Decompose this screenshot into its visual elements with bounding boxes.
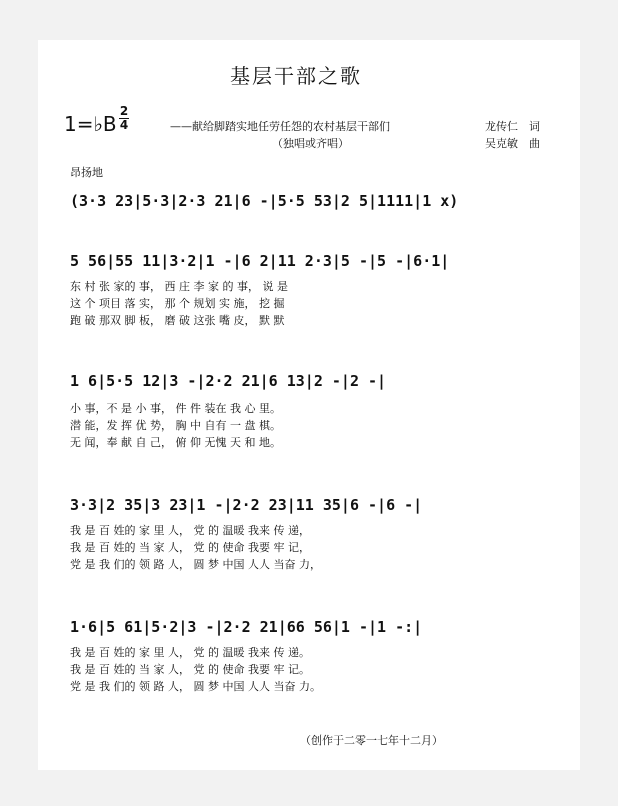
time-signature-top: 2	[119, 104, 129, 118]
staff-5-lyric-3: 党 是 我 们的 领 路 人， 圆 梦 中国 人人 当奋 力。	[70, 680, 321, 693]
lyricist: 龙传仁 词	[485, 120, 540, 133]
performance-note: （独唱或齐唱）	[272, 137, 349, 150]
staff-3-lyric-3: 无 闻，奉 献 自 己， 俯 仰 无愧 天 和 地。	[70, 436, 281, 449]
staff-3-lyric-2: 潜 能，发 挥 优 势， 胸 中 自有 一 盘 棋。	[70, 419, 281, 432]
staff-3-lyric-1: 小 事，不 是 小 事， 件 件 装在 我 心 里。	[70, 402, 281, 415]
time-signature-bottom: 4	[119, 118, 129, 132]
staff-5-notes: 1·6|5 61|5·2|3 -|2·2 21|66 56|1 -|1 -:|	[70, 618, 423, 636]
tempo-marking: 昂扬地	[70, 166, 103, 179]
staff-2-notes: 5 56|55 11|3·2|1 -|6 2|11 2·3|5 -|5 -|6·1|	[70, 252, 450, 270]
score-sheet	[38, 40, 580, 770]
staff-3-notes: 1 6|5·5 12|3 -|2·2 21|6 13|2 -|2 -|	[70, 372, 387, 390]
staff-5-lyric-1: 我 是 百 姓的 家 里 人， 党 的 温暖 我来 传 递。	[70, 646, 310, 659]
song-title: 基层干部之歌	[230, 64, 362, 88]
key-signature: 1=♭B	[64, 112, 117, 136]
composition-date: （创作于二零一七年十二月）	[300, 734, 443, 747]
staff-4-lyric-1: 我 是 百 姓的 家 里 人， 党 的 温暖 我来 传 递，	[70, 524, 310, 537]
staff-2-lyric-3: 跑 破 那双 脚 板， 磨 破 这张 嘴 皮， 默 默	[70, 314, 285, 327]
staff-2-lyric-2: 这 个 项目 落 实， 那 个 规划 实 施， 挖 掘	[70, 297, 285, 310]
dedication: ——献给脚踏实地任劳任怨的农村基层干部们	[170, 120, 390, 133]
staff-2-lyric-1: 东 村 张 家的 事， 西 庄 李 家 的 事， 说 是	[70, 280, 288, 293]
staff-5-lyric-2: 我 是 百 姓的 当 家 人， 党 的 使命 我要 牢 记。	[70, 663, 310, 676]
staff-4-lyric-3: 党 是 我 们的 领 路 人， 圆 梦 中国 人人 当奋 力，	[70, 558, 321, 571]
staff-1-notes: (3·3 23|5·3|2·3 21|6 -|5·5 53|2 5|1111|1 x)	[70, 192, 459, 210]
staff-4-lyric-2: 我 是 百 姓的 当 家 人， 党 的 使命 我要 牢 记，	[70, 541, 310, 554]
staff-4-notes: 3·3|2 35|3 23|1 -|2·2 23|11 35|6 -|6 -|	[70, 496, 423, 514]
composer: 吴克敏 曲	[485, 137, 540, 150]
